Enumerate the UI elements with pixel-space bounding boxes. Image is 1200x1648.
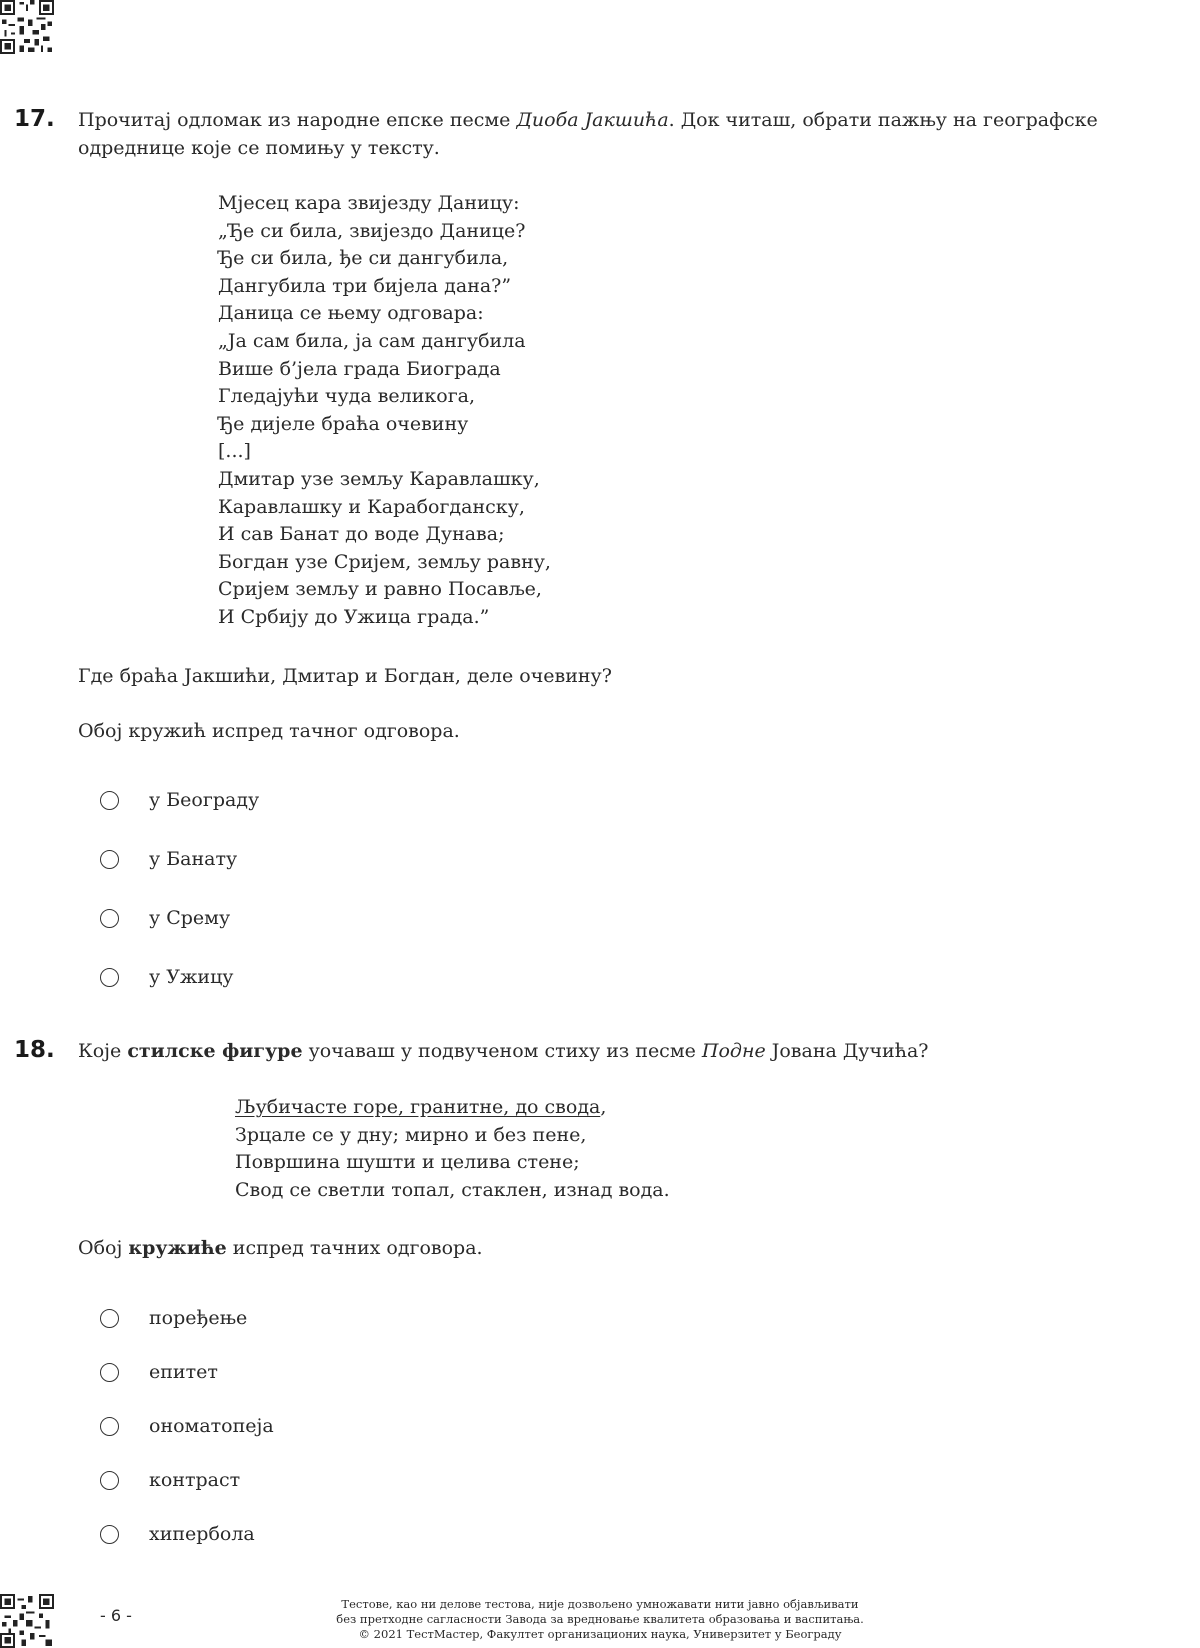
answer-option-label: у Банату [149, 848, 238, 870]
radio-circle-icon[interactable] [100, 1417, 119, 1436]
radio-circle-icon[interactable] [100, 909, 119, 928]
poem-excerpt-18 [235, 1094, 670, 1204]
poem-line: Више б’јела града Биограда [218, 357, 501, 380]
poem-line: Каравлашку и Карабогданску, [218, 495, 525, 518]
poem-line: Сријем земљу и равно Посавље, [218, 578, 542, 601]
page-number: - 6 - [100, 1606, 132, 1625]
answer-option[interactable] [100, 1520, 255, 1548]
radio-circle-icon[interactable] [100, 791, 119, 810]
question-18-instruction [78, 1237, 483, 1259]
question-17-intro [78, 106, 1138, 162]
question-17-number: 17. [14, 106, 55, 132]
footer-line: без претходне сагласности Завода за вредновање квалитета образовања и васпитања. [336, 1612, 864, 1626]
question-17-intro-start: Прочитај одломак из народне епске песме [78, 109, 517, 131]
answer-option-label: ономатопеја [149, 1415, 274, 1437]
poem-line: Ђе дијеле браћа очевину [218, 412, 469, 435]
answer-option-label: контраст [149, 1469, 241, 1491]
poem-line: Дмитар узе земљу Каравлашку, [218, 467, 540, 490]
answer-option[interactable] [100, 1466, 240, 1494]
question-17-instruction: Обој кружић испред тачног одговора. [78, 720, 460, 742]
answer-option[interactable] [100, 845, 237, 873]
answer-option[interactable] [100, 1358, 218, 1386]
question-18-emphasis: стилске фигуре [127, 1040, 303, 1062]
copyright-footer [250, 1597, 950, 1642]
instruction-start: Обој [78, 1237, 129, 1259]
answer-option-label: хипербола [149, 1523, 255, 1545]
poem-line: И сав Банат до воде Дунава; [218, 523, 505, 546]
poem-line: „Ђе си била, звијездо Данице? [218, 219, 526, 242]
poem-line: Свод се светли топал, стаклен, изнад вода. [235, 1178, 670, 1201]
poem-line: Дангубила три бијела дана?” [218, 274, 512, 297]
footer-line: Тестове, као ни делове тестова, није дозвољено умножавати нити јавно објављивати [341, 1597, 859, 1611]
radio-circle-icon[interactable] [100, 1525, 119, 1544]
poem-line: [...] [218, 440, 251, 463]
poem-line: Зрцале се у дну; мирно и без пене, [235, 1123, 587, 1146]
underlined-verse: Љубичасте горе, гранитне, до свода [235, 1096, 601, 1118]
question-18-text-end: Јована Дучића? [765, 1040, 929, 1062]
radio-circle-icon[interactable] [100, 1363, 119, 1382]
answer-option[interactable] [100, 963, 234, 991]
question-18-text-middle: уочаваш у подвученом стиху из песме [302, 1040, 702, 1062]
radio-circle-icon[interactable] [100, 1309, 119, 1328]
verse-comma: , [600, 1096, 607, 1118]
qr-code-top [0, 0, 54, 54]
answer-option-label: у Београду [149, 789, 260, 811]
poem-line-underlined [235, 1094, 670, 1122]
poem-excerpt-17 [218, 190, 551, 632]
poem-line: „Ја сам била, ја сам дангубила [218, 329, 526, 352]
instruction-emphasis: кружиће [128, 1237, 227, 1259]
qr-code-bottom [0, 1594, 54, 1648]
poem-line: И Србију до Ужица града.” [218, 605, 490, 628]
answer-option[interactable] [100, 1304, 247, 1332]
answer-option[interactable] [100, 786, 259, 814]
question-17-intro-end: . Док читаш, обрати пажњу на географске одреднице које се помињу у тексту. [78, 109, 1098, 159]
poem-title: Подне [701, 1040, 766, 1062]
footer-line: © 2021 ТестМастер, Факултет организационих наука, Универзитет у Београду [358, 1627, 842, 1641]
question-17-prompt: Где браћа Јакшићи, Дмитар и Богдан, деле очевину? [78, 665, 612, 687]
poem-line: Богдан узе Сријем, земљу равну, [218, 550, 551, 573]
answer-option-label: епитет [149, 1361, 218, 1383]
answer-option-label: у Срему [149, 907, 231, 929]
answer-option[interactable] [100, 1412, 274, 1440]
poem-line: Гледајући чуда великога, [218, 385, 476, 408]
question-18-text [78, 1037, 1138, 1065]
poem-line: Ђе си била, ђе си дангубила, [218, 247, 509, 270]
poem-line: Површина шушти и целива стене; [235, 1151, 580, 1174]
radio-circle-icon[interactable] [100, 850, 119, 869]
instruction-end: испред тачних одговора. [226, 1237, 483, 1259]
question-18-text-start: Које [78, 1040, 128, 1062]
poem-title: Диоба Јакшића [516, 109, 669, 131]
answer-option-label: у Ужицу [149, 966, 234, 988]
poem-line: Мјесец кара звијезду Даницу: [218, 192, 520, 214]
radio-circle-icon[interactable] [100, 968, 119, 987]
radio-circle-icon[interactable] [100, 1471, 119, 1490]
poem-line: Даница се њему одговара: [218, 302, 484, 325]
answer-option[interactable] [100, 904, 230, 932]
question-18-number: 18. [14, 1037, 55, 1063]
answer-option-label: поређење [149, 1307, 248, 1329]
